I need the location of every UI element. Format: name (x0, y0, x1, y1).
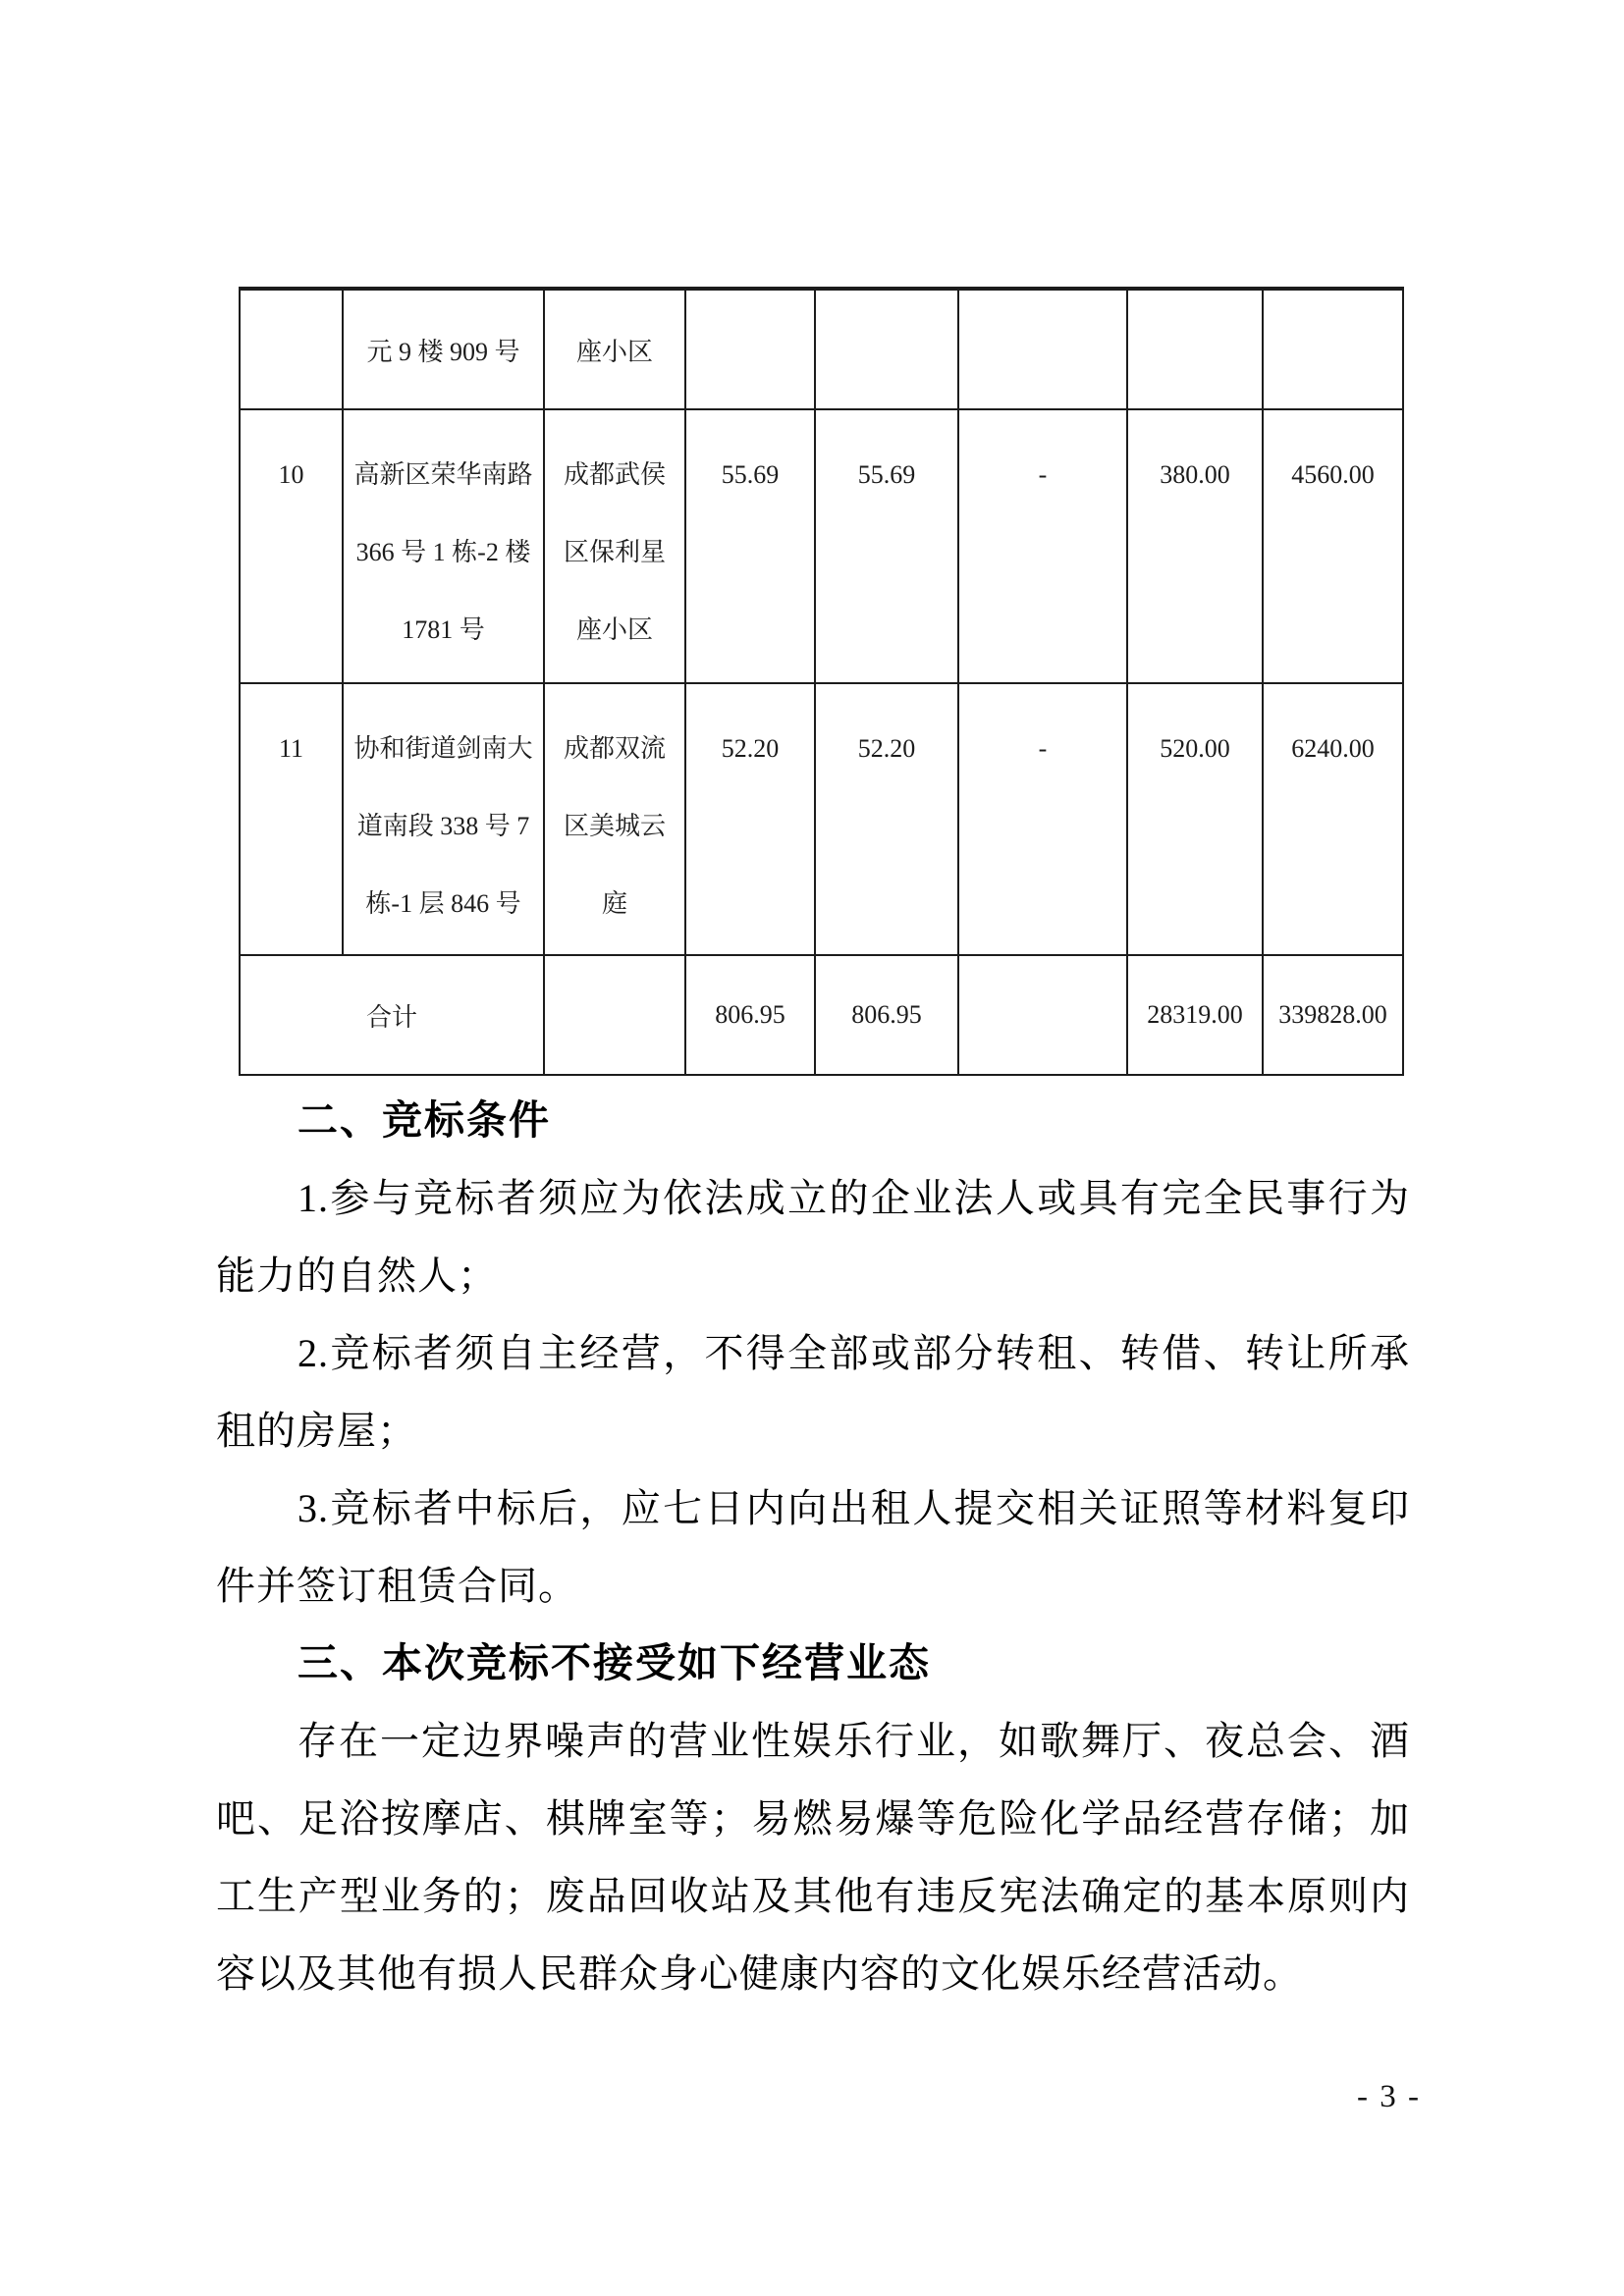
paragraph-4-line-4: 容以及其他有损人民群众身心健康内容的文化娱乐经营活动。 (216, 1951, 1303, 1996)
paragraph-1-line-1: 1.参与竞标者须应为依法成立的企业法人或具有完全民事行为 (298, 1176, 1410, 1220)
cell-address: 协和街道剑南大 道南段 338 号 7 栋-1 层 846 号 (343, 683, 544, 955)
cell-total: 6240.00 (1263, 683, 1403, 955)
cell-dash: - (958, 683, 1127, 955)
cell-rentable-area (815, 289, 958, 409)
cell-area (685, 289, 815, 409)
paragraph-1-line-2: 能力的自然人； (216, 1254, 498, 1298)
cell-community: 座小区 (544, 289, 685, 409)
rental-properties-table (239, 287, 1404, 1076)
table-row-11 (240, 683, 1403, 955)
cell-area: 806.95 (685, 955, 815, 1075)
paragraph-4-line-1: 存在一定边界噪声的营业性娱乐行业，如歌舞厅、夜总会、酒 (298, 1719, 1410, 1763)
paragraph-2-line-1: 2.竞标者须自主经营，不得全部或部分转租、转借、转让所承 (298, 1331, 1410, 1375)
cell-no: 11 (240, 683, 343, 955)
paragraph-4-line-3: 工生产型业务的；废品回收站及其他有违反宪法确定的基本原则内 (216, 1874, 1410, 1918)
cell-price: 380.00 (1127, 409, 1263, 683)
cell-area: 55.69 (685, 409, 815, 683)
cell-area: 52.20 (685, 683, 815, 955)
table-row-10 (240, 409, 1403, 683)
cell-rentable-area: 806.95 (815, 955, 958, 1075)
cell-community (544, 955, 685, 1075)
paragraph-2-line-2: 租的房屋； (216, 1409, 417, 1453)
cell-no: 10 (240, 409, 343, 683)
table-row-total (240, 955, 1403, 1075)
cell-price: 520.00 (1127, 683, 1263, 955)
cell-price (1127, 289, 1263, 409)
cell-total-label: 合计 (240, 955, 544, 1075)
cell-total: 339828.00 (1263, 955, 1403, 1075)
cell-rentable-area: 55.69 (815, 409, 958, 683)
section-heading-3: 三、本次竞标不接受如下经营业态 (298, 1640, 931, 1685)
section-heading-2: 二、竞标条件 (298, 1097, 551, 1143)
cell-rentable-area: 52.20 (815, 683, 958, 955)
cell-total: 4560.00 (1263, 409, 1403, 683)
paragraph-4-line-2: 吧、足浴按摩店、棋牌室等；易燃易爆等危险化学品经营存储；加 (216, 1796, 1410, 1841)
cell-price: 28319.00 (1127, 955, 1263, 1075)
cell-community: 成都武侯 区保利星 座小区 (544, 409, 685, 683)
paragraph-3-line-1: 3.竞标者中标后，应七日内向出租人提交相关证照等材料复印 (298, 1486, 1410, 1530)
cell-address: 高新区荣华南路 366 号 1 栋-2 楼 1781 号 (343, 409, 544, 683)
cell-dash: - (958, 409, 1127, 683)
cell-dash (958, 289, 1127, 409)
cell-no (240, 289, 343, 409)
cell-address: 元 9 楼 909 号 (343, 289, 544, 409)
body-text (216, 1082, 1410, 2012)
paragraph-3-line-2: 件并签订租赁合同。 (216, 1564, 578, 1608)
cell-dash (958, 955, 1127, 1075)
page-number: - 3 - (1357, 2079, 1421, 2114)
table-row-partial (240, 289, 1403, 409)
cell-community: 成都双流 区美城云 庭 (544, 683, 685, 955)
cell-total (1263, 289, 1403, 409)
